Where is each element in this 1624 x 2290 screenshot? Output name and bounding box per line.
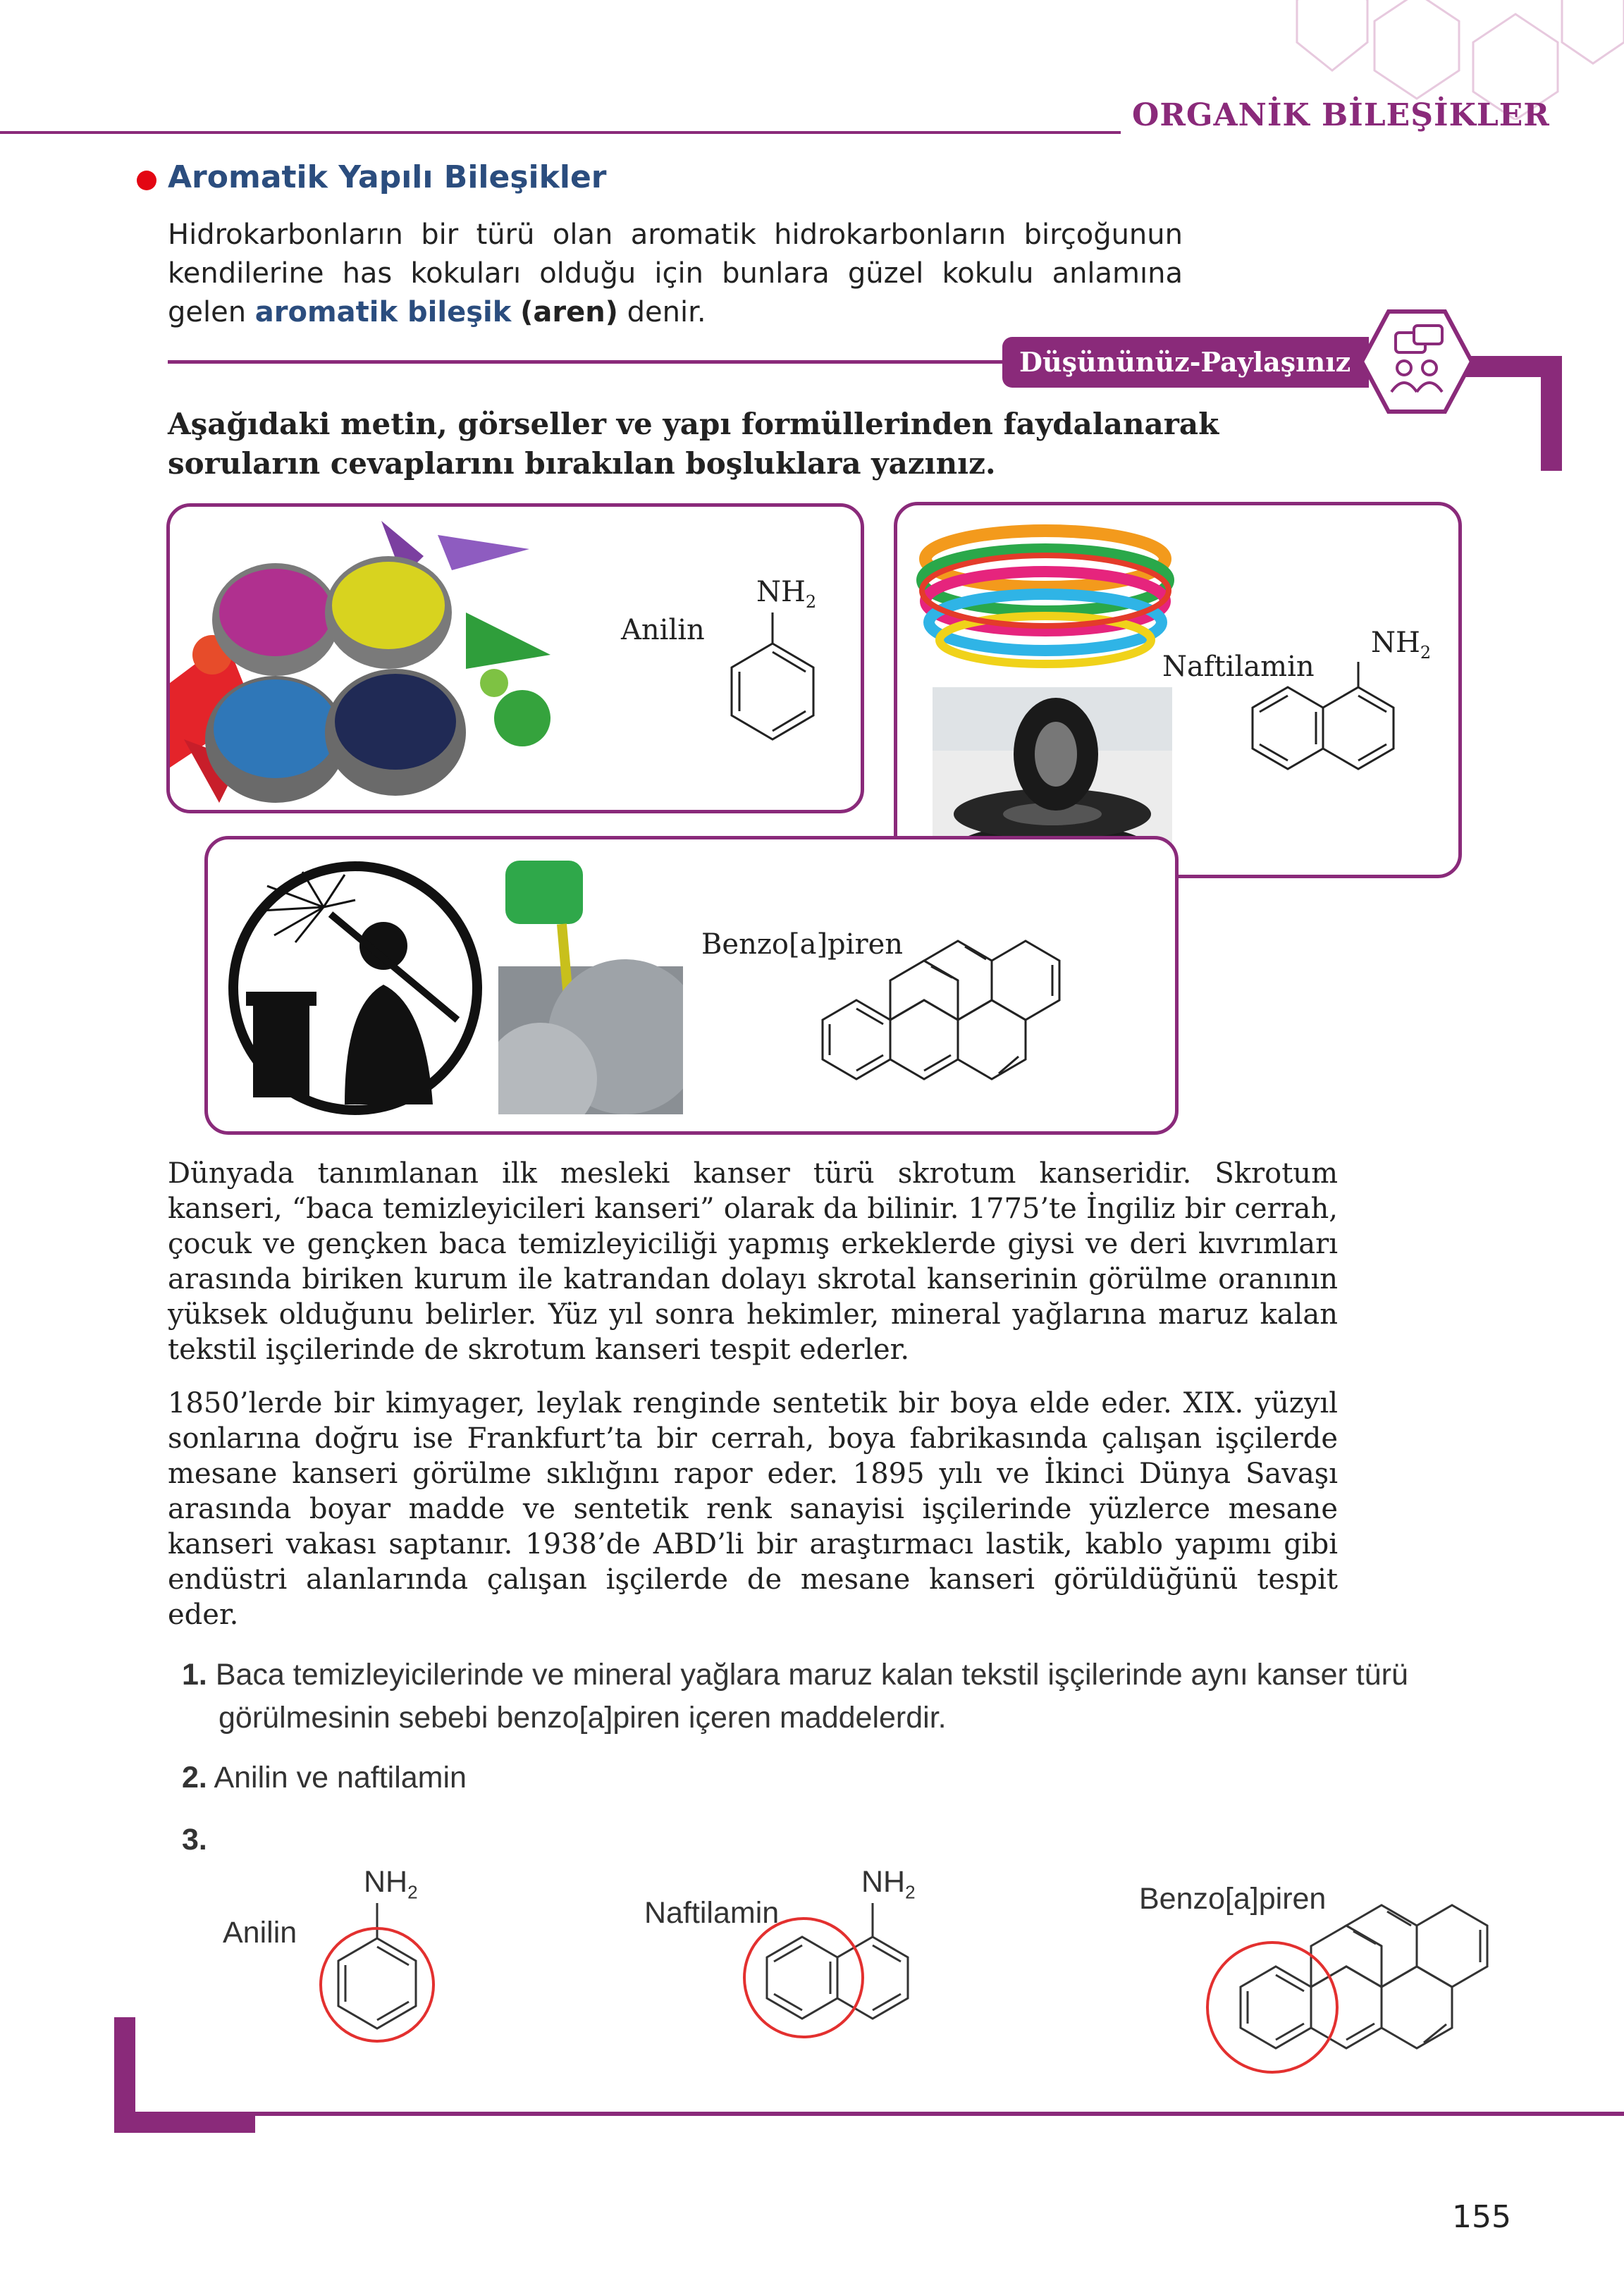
paragraph-2: 1850’lerde bir kimyager, leylak renginde sentetik bir boya elde eder. XIX. yüzyıl sonlarına doğru ise Frankfurt’ta bir cerrah, boya fabrikasında çalışan işçilerde mesane kanseri görülme sıklığını rapor eder. 1895 yılı ve İkinci Dünya Savaşı arasında boyar madde ve sentetik renk sanayisi işçilerinde yüzlerce mesane kanseri vakası saptanır. 1938’de ABD’li bir araştırmacı lastik, kablo yapımı gibi endüstri alanlarında çalışan işçilerde de mesane kanseri görüldüğünü tespit eder. [168,1387,1338,1631]
answer-2-text: Anilin ve naftilamin [214,1761,467,1795]
benzopiren-structure [793,910,1075,1114]
answer-2-number: 2. [182,1761,207,1795]
amine-subscript: 2 [1420,643,1432,663]
discussion-rule [168,360,1014,364]
corner-bar-vertical [1541,356,1562,471]
intro-end: denir. [617,296,706,328]
colored-cables-photo [911,510,1179,686]
section-bullet [137,171,156,190]
amine-text: NH [861,1865,906,1899]
answer-3-anilin-amine [364,1865,418,1904]
anilin-amine-group [756,576,816,612]
naftilamin-amine-group [1371,627,1431,663]
intro-paren: (aren) [520,296,618,328]
header-rule [0,131,1121,134]
answer-3-naftilamin-amine [861,1865,916,1904]
naftilamin-structure [1229,662,1412,789]
intro-paragraph [168,216,1183,332]
amine-text: NH [364,1865,408,1899]
intro-term: aromatik bileşik [254,296,512,328]
amine-subscript: 2 [905,1881,916,1903]
discussion-tag: Düşününüz-Paylaşınız [1002,337,1369,388]
paragraph-1: Dünyada tanımlanan ilk mesleki kanser türü skrotum kanseridir. Skrotum kanseri, “baca temizleyicileri kanseri” olarak da bilinir. 1775’te İngiliz bir cerrah, çocuk ve gençken baca temizleyiciliği yapmış erkeklerde giysi ve deri kıvrımları arasında biriken kurum ile katrandan dolayı skrotal kanserinin görülme oranının yüksek olduğunu belirler. Yüz yıl sonra hekimler, mineral yağlarına maruz kalan tekstil işçilerinde de skrotum kanseri tespit ederler. [168,1157,1338,1366]
highlight-circle [1207,1943,1337,2072]
answer-3-anilin-label: Anilin [223,1916,297,1950]
answer-1 [182,1658,1408,1692]
instruction-text: Aşağıdaki metin, görseller ve yapı formüllerinden faydalanarak soruların cevaplarını bırakılan boşluklara yazınız. [168,407,1219,481]
amine-subscript: 2 [805,592,817,612]
benzopiren-label: Benzo[a]piren [701,928,903,961]
answer-3-naftilamin-label: Naftilamin [644,1896,780,1930]
chapter-title: ORGANİK BİLEŞİKLER [1132,97,1550,133]
naftilamin-box [894,502,1462,878]
anilin-structure [720,612,825,753]
paint-cans-photo [170,507,586,810]
benzopiren-box [204,836,1179,1135]
amine-text: NH [756,576,806,608]
answer-1-number: 1. [182,1658,207,1692]
section-title: Aromatik Yapılı Bileşikler [168,159,607,195]
footer-rule [114,2112,1624,2116]
answer-3-number: 3. [182,1823,207,1857]
naftilamin-label: Naftilamin [1162,651,1315,683]
answer-1-continuation: görülmesinin sebebi benzo[a]piren içeren maddelerdir. [219,1701,947,1735]
highlight-circle [744,1919,863,2037]
answer-1-line-1: Baca temizleyicilerinde ve mineral yağlara maruz kalan tekstil işçilerinde aynı kanser türü [215,1658,1408,1692]
intro-text: Hidrokarbonların bir türü olan aromatik hidrokarbonların birçoğunun kendilerine has kokuları olduğu için bunlara güzel kokulu anlamına gelen [168,218,1183,328]
answer-3-anilin-structure [296,1903,437,2072]
answer-3-benzopiren-structure [1191,1861,1558,2086]
answer-2 [182,1761,467,1795]
amine-text: NH [1371,627,1420,659]
footer-bar-horizontal [114,2112,255,2133]
oil-pouring-photo [498,861,683,1114]
amine-subscript: 2 [407,1881,418,1903]
chimney-sweep-emblem [225,858,486,1119]
discussion-people-icon [1360,309,1473,414]
anilin-box [166,503,864,813]
anilin-label: Anilin [621,614,705,646]
page-number: 155 [1452,2199,1511,2235]
answer-3-benzopiren-label: Benzo[a]piren [1139,1882,1327,1916]
answer-3-naftilamin-structure [691,1903,930,2086]
